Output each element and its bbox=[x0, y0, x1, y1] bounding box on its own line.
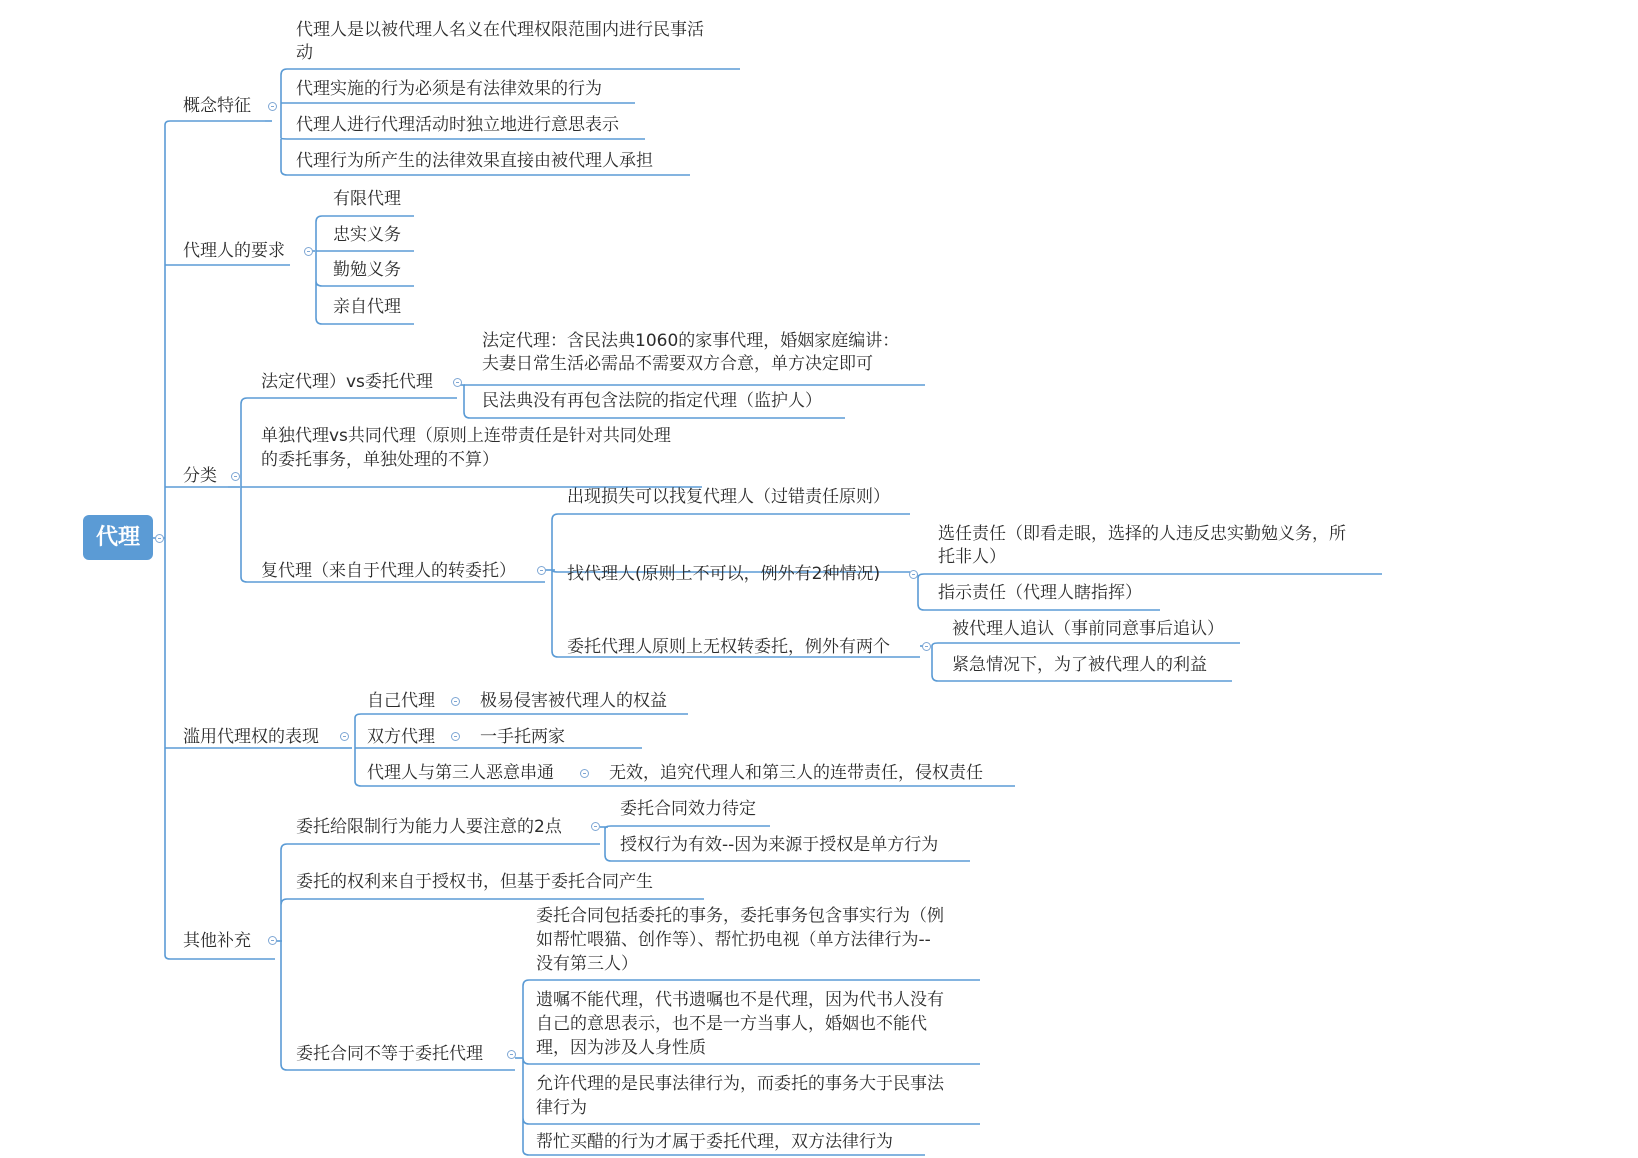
entrusted-agent[interactable]: 委托代理人原则上无权转委托，例外有两个 bbox=[567, 637, 890, 657]
branch-classification[interactable]: 分类 bbox=[183, 466, 217, 486]
concept-item-1a: 代理人是以被代理人名义在代理权限范围内进行民事活 bbox=[296, 20, 704, 40]
legal-agency-line2: 夫妻日常生活必需品不需要双方合意，单方决定即可 bbox=[482, 354, 873, 374]
collapse-icon[interactable] bbox=[591, 822, 600, 831]
collapse-icon[interactable] bbox=[507, 1050, 516, 1059]
legal-agency-line1: 法定代理：含民法典1060的家事代理，婚姻家庭编讲： bbox=[482, 331, 900, 351]
requirement-item: 有限代理 bbox=[333, 189, 401, 209]
self-agency-note: 极易侵害被代理人的权益 bbox=[480, 691, 667, 711]
sub-agency-loss: 出现损失可以找复代理人（过错责任原则） bbox=[567, 487, 890, 507]
authorization-valid: 授权行为有效--因为来源于授权是单方行为 bbox=[620, 835, 939, 855]
note-line: 律行为 bbox=[536, 1098, 587, 1118]
root-node[interactable]: 代理 bbox=[83, 515, 153, 560]
branch-concept[interactable]: 概念特征 bbox=[183, 96, 251, 116]
concept-item-2: 代理实施的行为必须是有法律效果的行为 bbox=[296, 79, 602, 99]
dual-agency-note: 一手托两家 bbox=[480, 727, 565, 747]
right-source: 委托的权利来自于授权书，但基于委托合同产生 bbox=[296, 872, 653, 892]
collapse-icon[interactable] bbox=[268, 936, 277, 945]
contract-pending: 委托合同效力待定 bbox=[620, 799, 756, 819]
selection-liability-line2: 托非人） bbox=[938, 547, 1006, 567]
malicious-collusion[interactable]: 代理人与第三人恶意串通 bbox=[367, 763, 554, 783]
requirement-item: 忠实义务 bbox=[333, 225, 401, 245]
requirement-item: 亲自代理 bbox=[333, 297, 401, 317]
collapse-icon[interactable] bbox=[909, 570, 918, 579]
sub-agency[interactable]: 复代理（来自于代理人的转委托） bbox=[261, 561, 516, 581]
contract-not-agency[interactable]: 委托合同不等于委托代理 bbox=[296, 1044, 483, 1064]
note-line: 允许代理的是民事法律行为，而委托的事务大于民事法 bbox=[536, 1074, 944, 1094]
principal-ratification: 被代理人追认（事前同意事后追认） bbox=[952, 619, 1224, 639]
collapse-icon[interactable] bbox=[537, 566, 546, 575]
collusion-note: 无效，追究代理人和第三人的连带责任，侵权责任 bbox=[609, 763, 983, 783]
selection-liability-line1: 选任责任（即看走眼，选择的人违反忠实勤勉义务，所 bbox=[938, 524, 1346, 544]
single-vs-joint-line1: 单独代理vs共同代理（原则上连带责任是针对共同处理 bbox=[261, 426, 671, 446]
branch-supplement[interactable]: 其他补充 bbox=[183, 931, 251, 951]
designated-agency-note: 民法典没有再包含法院的指定代理（监护人） bbox=[482, 391, 822, 411]
collapse-icon[interactable] bbox=[268, 102, 277, 111]
emergency-exception: 紧急情况下，为了被代理人的利益 bbox=[952, 655, 1207, 675]
note-line: 委托合同包括委托的事务，委托事务包含事实行为（例 bbox=[536, 906, 944, 926]
limited-capacity[interactable]: 委托给限制行为能力人要注意的2点 bbox=[296, 817, 562, 837]
collapse-icon[interactable] bbox=[155, 534, 164, 543]
note-line: 遗嘱不能代理，代书遗嘱也不是代理，因为代书人没有 bbox=[536, 990, 944, 1010]
collapse-icon[interactable] bbox=[231, 472, 240, 481]
collapse-icon[interactable] bbox=[580, 769, 589, 778]
collapse-icon[interactable] bbox=[304, 247, 313, 256]
concept-item-4: 代理行为所产生的法律效果直接由被代理人承担 bbox=[296, 151, 653, 171]
note-line: 理，因为涉及人身性质 bbox=[536, 1038, 706, 1058]
branch-abuse[interactable]: 滥用代理权的表现 bbox=[183, 727, 319, 747]
self-agency[interactable]: 自己代理 bbox=[367, 691, 435, 711]
note-line: 如帮忙喂猫、创作等）、帮忙扔电视（单方法律行为-- bbox=[536, 930, 931, 950]
collapse-icon[interactable] bbox=[453, 378, 462, 387]
note-line: 没有第三人） bbox=[536, 954, 638, 974]
collapse-icon[interactable] bbox=[922, 642, 931, 651]
find-agent[interactable]: 找代理人(原则上不可以，例外有2种情况) bbox=[567, 564, 881, 584]
single-vs-joint-line2: 的委托事务，单独处理的不算） bbox=[261, 450, 499, 470]
concept-item-1b: 动 bbox=[296, 43, 313, 63]
collapse-icon[interactable] bbox=[451, 732, 460, 741]
collapse-icon[interactable] bbox=[340, 732, 349, 741]
concept-item-3: 代理人进行代理活动时独立地进行意思表示 bbox=[296, 115, 619, 135]
branch-requirements[interactable]: 代理人的要求 bbox=[183, 241, 285, 261]
dual-agency[interactable]: 双方代理 bbox=[367, 727, 435, 747]
legal-vs-entrusted[interactable]: 法定代理）vs委托代理 bbox=[261, 372, 433, 392]
requirement-item: 勤勉义务 bbox=[333, 260, 401, 280]
note-line: 帮忙买醋的行为才属于委托代理，双方法律行为 bbox=[536, 1132, 893, 1152]
note-line: 自己的意思表示，也不是一方当事人，婚姻也不能代 bbox=[536, 1014, 927, 1034]
collapse-icon[interactable] bbox=[451, 697, 460, 706]
instruction-liability: 指示责任（代理人瞎指挥） bbox=[938, 583, 1142, 603]
